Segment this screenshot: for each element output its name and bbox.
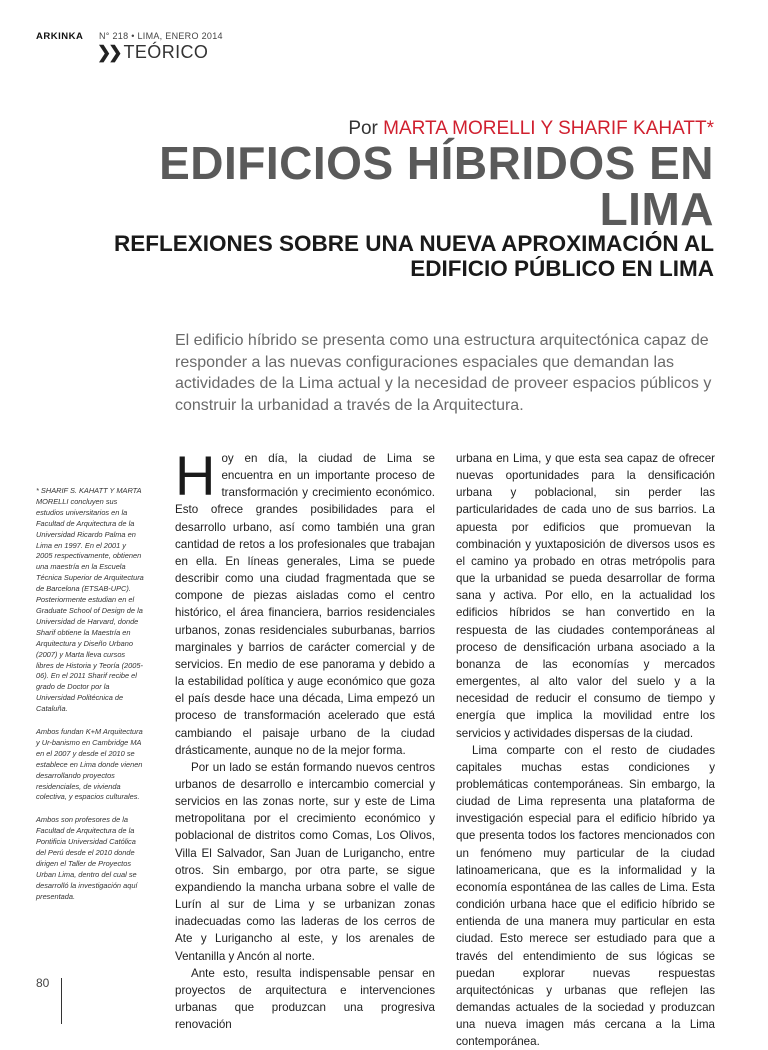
body-paragraph: Por un lado se están formando nuevos centros urbanos de desarrollo e intercambio comercial y servicios en las zonas norte, sur y este de Lima metropolitana por el crecimiento económico y poblacional de distritos como Comas, Los Olivos, Villa El Salvador, San Juan de Lurigancho, entre otros. Sin embargo, por otra parte, se sigue expandiendo la mancha urbana sobre el valle de Lurín al sur de Lima y se urbanizan zonas inadecuadas como las laderas de los cerros de Ate y Lurigancho al este, y los arenales de Ventanilla y Ancón al norte.: [175, 760, 435, 963]
article-lead: El edificio híbrido se presenta como una estructura arquitectónica capaz de responder a las nuevas configuraciones espaciales que demandan las actividades de la Lima actual y la necesidad de proveer espacios públicos y construir la urbanidad a través de la Arquitectura.: [175, 332, 712, 414]
drop-cap: H: [175, 444, 216, 507]
author-note: Ambos son profesores de la Facultad de Arquitectura de la Pontificia Universidad Católica del Perú desde el 2010 donde dirigen el Taller de Proyectos Urban Lima, dentro del cual se desarrolló la investigación aquí presentada.: [36, 815, 138, 901]
byline-prefix: Por: [348, 118, 384, 139]
body-paragraph: urbana en Lima, y que esta sea capaz de ofrecer nuevas oportunidades para la densificación urbana y poblacional, sin perder las particularidades de cada uno de sus barrios. La apuesta por edificios que promuevan la combinación y yuxtaposición de diversos usos es el camino ya probado en otras metrópolis para que la urbanidad se pueda desarrollar de forma sana y activa. Por ello, en la actualidad los edificios híbridos se han convertido en la respuesta de las ciudades contemporáneas al proceso de densificación urbana asociado a la bonanza de las economías y mercados emergentes, al alto valor del suelo y a la necesidad de reducir el consumo de tiempo y energía que implica la movilidad entre los servicios y actividades dispersas de la ciudad.: [456, 452, 715, 740]
author-notes: [36, 486, 144, 915]
article-subtitle: REFLEXIONES SOBRE UNA NUEVA APROXIMACIÓN AL EDIFICIO PÚBLICO EN LIMA: [113, 231, 714, 281]
section-name: TEÓRICO: [123, 42, 209, 62]
paragraph-text: oy en día, la ciudad de Lima se encuentra en un importante proceso de transformación y crecimiento económico. Esto ofrece grandes posibilidades para el desarrollo urbano, así como también una gran cantidad de retos a los profesionales que trabajan en ella. En líneas generales, Lima se puede describir como una ciudad fragmentada que se compone de piezas aisladas como el centro histórico, el área financiera, barrios residenciales urbanos, zonas residenciales suburbanas, barrios marginales y barrios de carácter comercial y de servicios. En medio de ese panorama y debido a la estabilidad política y auge económico que goza el país desde hace una década, Lima empezó un proceso de transformación acelerado que está cambiando el paisaje urbano de la ciudad drásticamente, aunque no de la mejor forma.: [175, 452, 435, 757]
double-chevron-icon: ❯❯: [97, 42, 120, 62]
body-paragraph: Ante esto, resulta indispensable pensar en proyectos de arquitectura e intervenciones urbanas que produzcan una progresiva renovación: [175, 966, 435, 1032]
footer-divider: [61, 978, 62, 1024]
magazine-brand: ARKINKA: [36, 31, 84, 42]
byline-authors: MARTA MORELLI Y SHARIF KAHATT*: [383, 118, 714, 139]
issue-info: N° 218 • LIMA, ENERO 2014: [99, 31, 223, 41]
body-column-left: [175, 444, 435, 1033]
page-number: 80: [36, 976, 50, 990]
body-column-right: [456, 450, 715, 1050]
author-note: * SHARIF S. KAHATT Y MARTA MORELLI concluyen sus estudios universitarios en la Facultad de Arquitectura de la Universidad Ricardo Palma en Lima en 1997. En el 2001 y 2005 respectivamente, obtienen una maestría en la Escuela Técnica Superior de Arquitectura de Barcelona (ETSAB-UPC). Posteriormente estudian en el Graduate School of Design de la Universidad de Harvard, donde Sharif obtiene la Maestría en Arquitectura y Diseño Urbano (2007) y Marta lleva cursos libres de Historia y Teoría (2005-06). En el 2011 Sharif recibe el grado de Doctor por la Universidad Politécnica de Cataluña.: [36, 486, 144, 714]
author-note: Ambos fundan K+M Arquitectura y Ur-banismo en Cambridge MA en el 2007 y desde el 2010 se establece en Lima donde vienen desarrollando proyectos residenciales, de vivienda colectiva, y espacios culturales.: [36, 727, 143, 802]
body-paragraph: [175, 444, 435, 759]
section-label: [97, 42, 208, 63]
article-title: EDIFICIOS HÍBRIDOS EN LIMA: [159, 137, 714, 235]
body-paragraph: Lima comparte con el resto de ciudades capitales muchas estas condiciones y problemáticas contemporáneas. Sin embargo, la ciudad de Lima representa una plataforma de investigación especial para el edificio híbrido ya que presenta todos los factores mencionados con un fenómeno muy particular de la ciudad latinoamericana, que es la informalidad y la economía espontánea de las calles de Lima. Esta condición urbana hace que el edificio híbrido se entienda de una manera muy particular en esta ciudad. Esto merece ser estudiado para que a través del entendimiento de sus lógicas se puedan explorar nuevas respuestas arquitectónicas y urbanas que reflejen las demandas actuales de la sociedad y produzcan una nueva imagen más cercana a la Lima contemporánea.: [456, 743, 715, 1049]
